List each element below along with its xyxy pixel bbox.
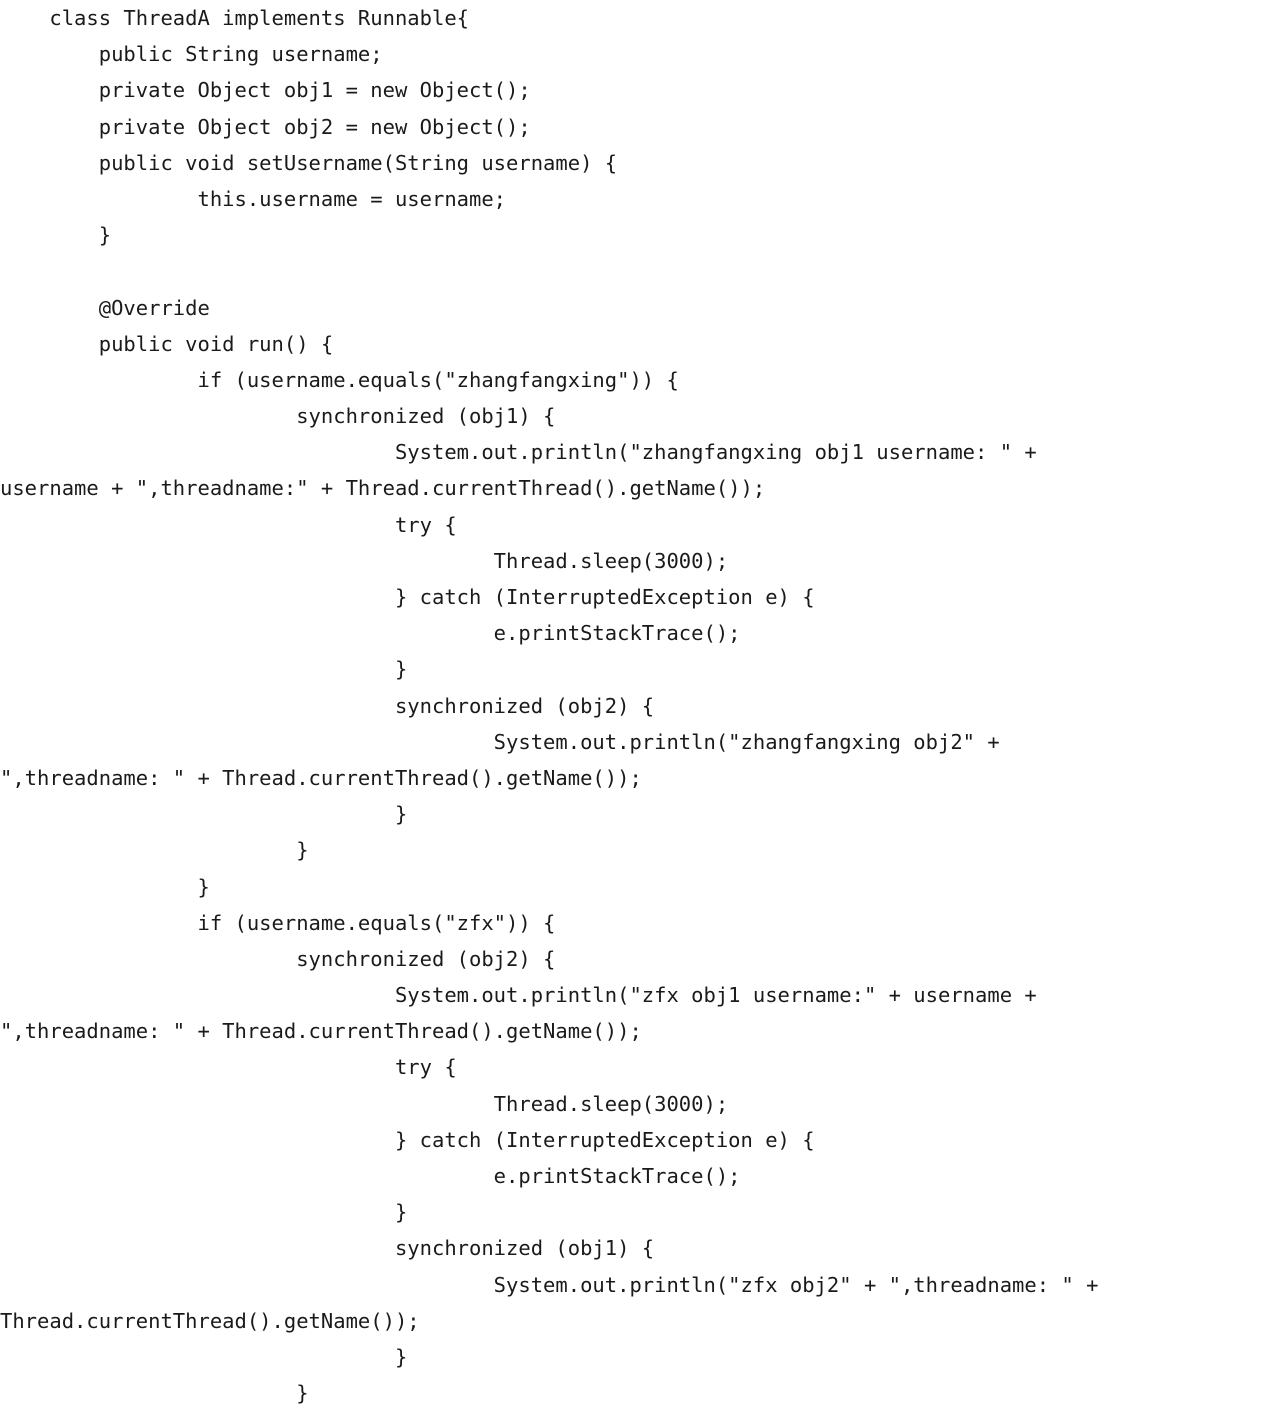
- code-line: ",threadname: " + Thread.currentThread().getName());: [0, 1019, 642, 1044]
- code-line: private Object obj2 = new Object();: [0, 114, 531, 139]
- code-line: System.out.println("zhangfangxing obj2" +: [0, 729, 1000, 754]
- code-line: if (username.equals("zhangfangxing")) {: [0, 367, 679, 392]
- code-line: synchronized (obj2) {: [0, 946, 556, 971]
- code-line: e.printStackTrace();: [0, 621, 741, 646]
- code-line: }: [0, 223, 112, 248]
- code-line: Thread.sleep(3000);: [0, 548, 729, 573]
- code-line: if (username.equals("zfx")) {: [0, 910, 556, 935]
- code-line: } catch (InterruptedException e) {: [0, 1127, 815, 1152]
- code-line: @Override: [0, 295, 210, 320]
- code-line: }: [0, 838, 309, 863]
- code-line: try {: [0, 1055, 457, 1080]
- code-line: ",threadname: " + Thread.currentThread().getName());: [0, 765, 642, 790]
- code-line: [0, 253, 1280, 289]
- code-line: }: [0, 874, 210, 899]
- code-line: }: [0, 1381, 309, 1406]
- code-line: synchronized (obj1) {: [0, 404, 556, 429]
- code-line: public void setUsername(String username) {: [0, 150, 618, 175]
- code-line: public String username;: [0, 42, 383, 67]
- code-line: }: [0, 802, 408, 827]
- code-line: synchronized (obj1) {: [0, 1236, 655, 1261]
- code-line: Thread.sleep(3000);: [0, 1091, 729, 1116]
- code-line: }: [0, 657, 408, 682]
- code-line: this.username = username;: [0, 186, 507, 211]
- code-line: } catch (InterruptedException e) {: [0, 585, 815, 609]
- code-line: synchronized (obj2) {: [0, 693, 655, 718]
- code-line: System.out.println("zhangfangxing obj1 username: " +: [0, 440, 1037, 465]
- code-line: }: [0, 1200, 408, 1225]
- code-line: System.out.println("zfx obj2" + ",threadname: " +: [0, 1272, 1099, 1297]
- code-line: System.out.println("zfx obj1 username:" + username +: [0, 983, 1037, 1008]
- code-line: Thread.currentThread().getName());: [0, 1308, 420, 1333]
- code-line: username + ",threadname:" + Thread.currentThread().getName());: [0, 476, 766, 501]
- code-line: }: [0, 1344, 408, 1369]
- code-line: class ThreadA implements Runnable{: [0, 6, 469, 30]
- code-line: public void run() {: [0, 331, 334, 356]
- code-line: e.printStackTrace();: [0, 1164, 741, 1188]
- code-line: private Object obj1 = new Object();: [0, 78, 531, 103]
- code-line: try {: [0, 512, 457, 537]
